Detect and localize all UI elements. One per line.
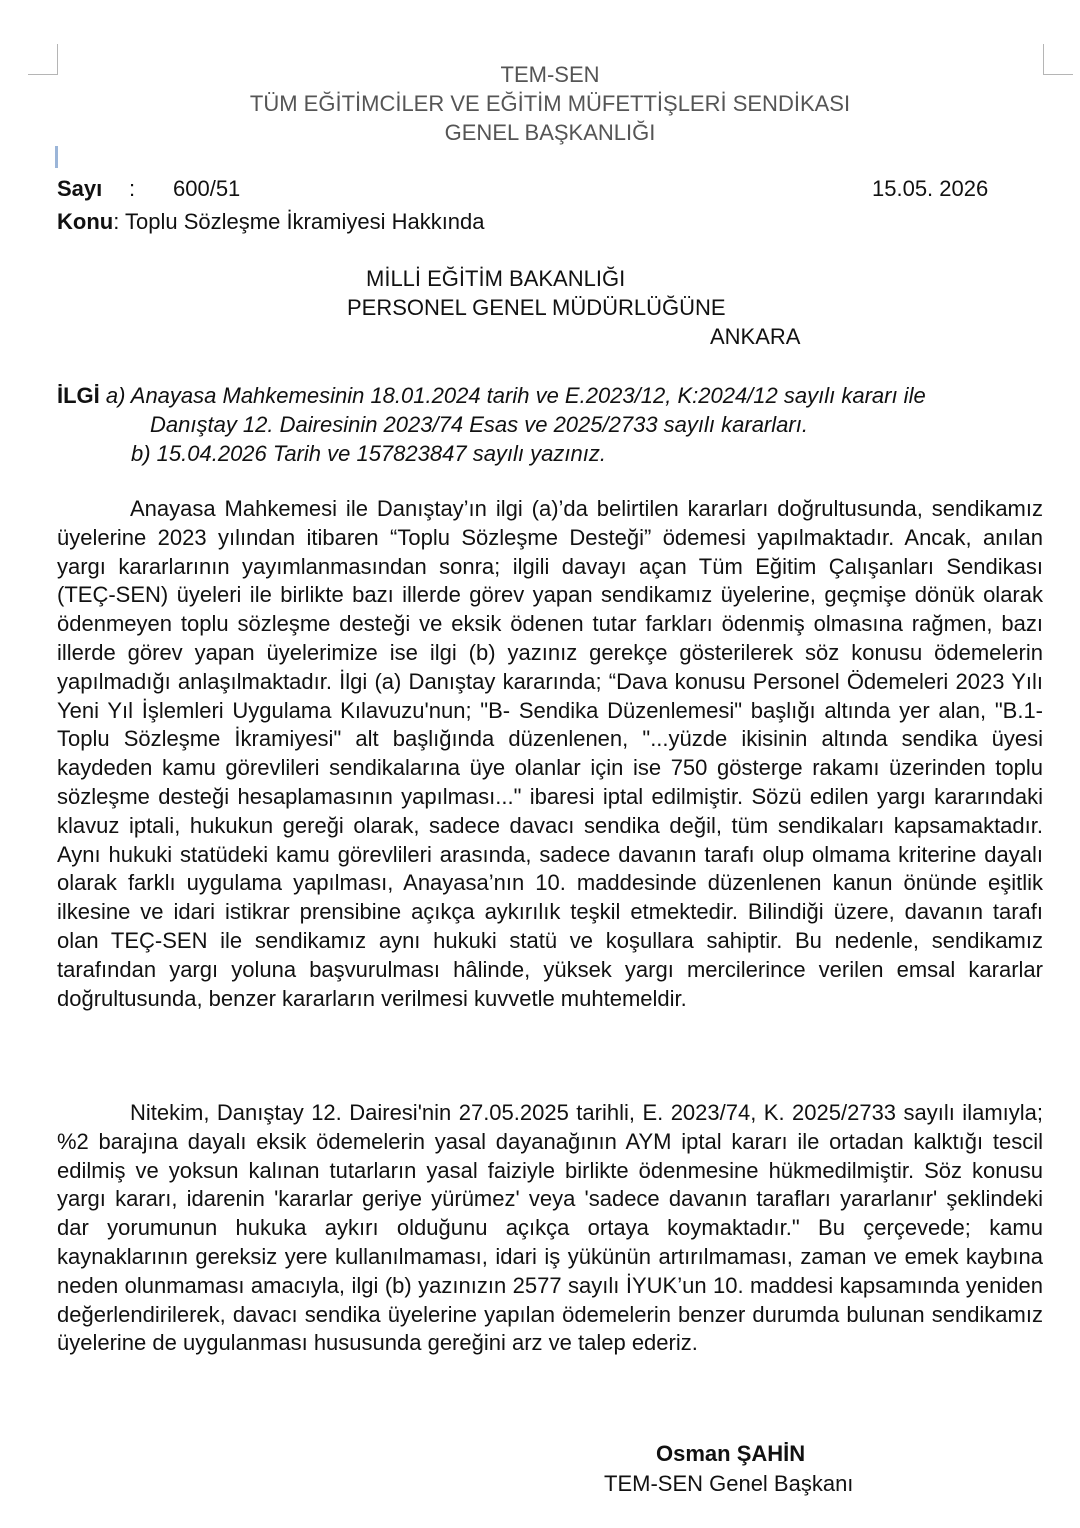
reference-colon: : [129, 176, 136, 201]
references-label: İLGİ [57, 383, 100, 408]
references-block [57, 381, 926, 468]
letterhead-org-full: TÜM EĞİTİMCİLER VE EĞİTİM MÜFETTİŞLERİ SENDİKASI [249, 91, 851, 116]
recipient-ministry: MİLLİ EĞİTİM BAKANLIĞI [366, 266, 626, 291]
subject-label: Konu [57, 209, 114, 234]
recipient-city: ANKARA [710, 324, 801, 349]
reference-a-continued: Danıştay 12. Dairesinin 2023/74 Esas ve 2025/2733 sayılı kararları. [150, 412, 808, 437]
letterhead [0, 60, 1080, 147]
subject-text: : Toplu Sözleşme İkramiyesi Hakkında [113, 209, 485, 234]
body-paragraph-text: Anayasa Mahkemesi ile Danıştay’ın ilgi (a)’da belirtilen kararları doğrultusunda, sendikamız üyelerine 2023 yılından itibaren “Toplu Sözleşme Desteği” ödemesi yapılmaktadır. Ancak, anılan yargı kararlarının yayımlanmasından sonra; ilgili davayı açan Tüm Eğitim Çalışanları Sendikası (TEÇ-SEN) üyeleri ile birlikte bazı illerde görev yapan sendikamız üyelerine, geçmişe dönük olarak ödenmeyen toplu sözleşme desteği ve eksik ödenen tutar farkları ödenmiş olmasına rağmen, bazı illerde görev yapan üyelerimize ise ilgi (b) yazınız gerekçe gösterilerek söz konusu ödemelerin yapılmadığı anlaşılmaktadır. İlgi (a) Danıştay kararında; “Dava konusu Personel Ödemeleri 2023 Yılı Yeni Yıl İşlemleri Uygulama Kılavuzu'nun; "B- Sendika Düzenlemesi" başlığı altında yer alan, "B.1-Toplu Sözleşme İkramiyesi" alt başlığında düzenlenen, "...yüzde ikisinin altında sendika üyesi kaydeden kamu görevlileri sendikalarına üye olanlar için ise 750 gösterge rakamı üzerinden toplu sözleşme desteği hesaplamasının yapılması..." ibaresi iptal edilmiştir. Sözü edilen yargı kararındaki klavuz iptali, hukukun gereği olarak, sadece davacı sendika değil, tüm sendikaları kapsamaktadır. Aynı hukuki statüdeki kamu görevlileri arasında, sadece davanın tarafı olup olmama kriterine dayalı olarak farklı uygulama yapılması, Anayasa’nın 10. maddesinde düzenlenen kanun önünde eşitlik ilkesine ve idari istikrar prensibine açıkça aykırılık teşkil etmektedir. Bilindiği üzere, davanın tarafı olan TEÇ-SEN ile sendikamız aynı hukuki statü ve koşullara sahiptir. Bu nedenle, sendikamız tarafından yargı yoluna başvurulması hâlinde, yüksek yargı mercilerince verilen emsal kararlar doğrultusunda, benzer kararların verilmesi kuvvetle muhtemeldir. [57, 496, 1043, 1011]
text-cursor[interactable] [55, 146, 58, 168]
reference-b: b) 15.04.2026 Tarih ve 157823847 sayılı yazınız. [131, 441, 606, 466]
reference-number-row [57, 174, 240, 204]
reference-label: Sayı [57, 176, 103, 201]
signatory-title: TEM-SEN Genel Başkanı [604, 1471, 854, 1496]
reference-a: a) Anayasa Mahkemesinin 18.01.2024 tarih ve E.2023/12, K:2024/12 sayılı kararı ile [105, 383, 926, 408]
body-paragraph-text: Nitekim, Danıştay 12. Dairesi'nin 27.05.2025 tarihli, E. 2023/74, K. 2025/2733 sayılı ilamıyla; %2 barajına dayalı eksik ödemelerin yasal dayanağının AYM iptal kararı ile ortadan kalktığı tescil edilmiş ve yoksun kalınan tutarların yasal faiziyle birlikte ödenmesine hükmedilmiştir. Söz konusu yargı kararı, idarenin 'kararlar geriye yürümez' veya 'sadece davanın tarafları yararlanır' şeklindeki dar yorumunun hukuka aykırı olduğunu açıkça ortaya koymaktadır." Bu çerçevede; kamu kaynaklarının gereksiz yere kullanılmaması, idari iş yükünün artırılmaması, zaman ve emek kaybına neden olunmaması amacıyla, ilgi (b) yazınızın 2577 sayılı İYUK’un 10. maddesi kapsamında yeniden değerlendirilerek, davacı sendika üyelerine yapılan ödemelerin benzer durumda bulunan sendikamız üyelerine de uygulanması hususunda gereğini arz ve talep ederiz. [57, 1100, 1043, 1356]
subject-row [57, 207, 485, 237]
document-date: 15.05. 2026 [872, 176, 989, 201]
signatory-name: Osman ŞAHİN [656, 1441, 806, 1466]
letterhead-org-short: TEM-SEN [500, 62, 600, 87]
recipient-department: PERSONEL GENEL MÜDÜRLÜĞÜNE [347, 295, 726, 320]
body-paragraph [57, 495, 1043, 1013]
reference-number: 600/51 [173, 176, 241, 201]
letterhead-office: GENEL BAŞKANLIĞI [444, 120, 656, 145]
body-paragraph [57, 1099, 1043, 1358]
